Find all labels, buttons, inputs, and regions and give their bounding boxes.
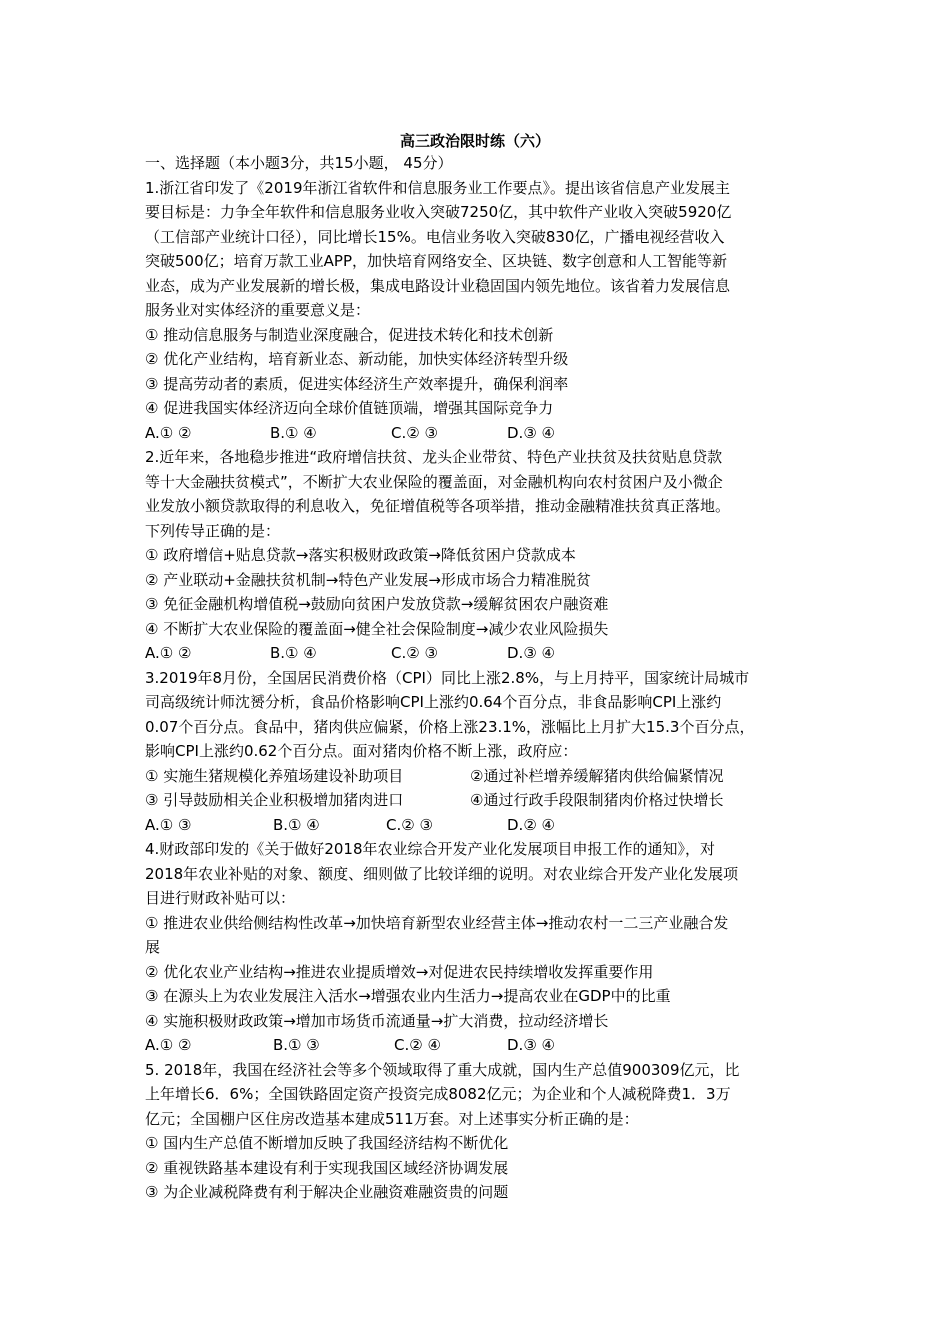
statement-option: ③ 提高劳动者的素质，促进实体经济生产效率提升，确保利润率 (145, 374, 569, 393)
statement-option: ① 推动信息服务与制造业深度融合，促进技术转化和技术创新 (145, 325, 554, 344)
question-stem-line: 服务业对实体经济的重要意义是： (145, 301, 371, 319)
question-1 (145, 176, 815, 446)
statement-option: ④通过行政手段限制猪肉价格过快增长 (470, 791, 724, 809)
question-stem-line: 5. 2018年，我国在经济社会等多个领域取得了重大成就，国内生产总值900309亿元，比 (145, 1060, 740, 1079)
statement-option: ① 推进农业供给侧结构性改革→加快培育新型农业经营主体→推动农村一二三产业融合发 (145, 913, 729, 932)
question-stem-line: 1.浙江省印发了《2019年浙江省软件和信息服务业工作要点》。提出该省信息产业发展主 (145, 178, 730, 197)
section-heading: 一、选择题（本小题3分，共15小题， 45分） (145, 154, 453, 172)
statement-option: ② 产业联动+金融扶贫机制→特色产业发展→形成市场合力精准脱贫 (145, 570, 591, 589)
question-stem-line: 2018年农业补贴的对象、额度、细则做了比较详细的说明。对农业综合开发产业化发展项 (145, 864, 739, 883)
choice-b: B.① ④ (270, 644, 317, 662)
choice-d: D.③ ④ (507, 644, 555, 662)
question-stem-line: 亿元；全国棚户区住房改造基本建成511万套。对上述事实分析正确的是： (145, 1109, 639, 1128)
statement-option: ④ 促进我国实体经济迈向全球价值链顶端，增强其国际竞争力 (145, 399, 554, 417)
answer-choices (145, 421, 815, 446)
question-stem-line: 业发放小额贷款取得的利息收入，免征增值税等各项举措，推动金融精准扶贫真正落地。 (145, 497, 731, 515)
statement-option-row (145, 764, 815, 789)
choice-a: A.① ③ (145, 815, 192, 834)
question-stem-line: 0.07个百分点。食品中，猪肉供应偏紧，价格上涨23.1%，涨幅比上月扩大15.3个百分点， (145, 717, 755, 736)
choice-c: C.② ④ (394, 1036, 441, 1054)
question-stem-line: 影响CPI上涨约0.62个百分点。面对猪肉价格不断上涨，政府应： (145, 742, 578, 760)
question-stem-line: 3.2019年8月份，全国居民消费价格（CPI）同比上涨2.8%，与上月持平，国家统计局城市 (145, 668, 750, 687)
choice-d: D.③ ④ (507, 1036, 555, 1054)
question-stem-line: 等十大金融扶贫模式”，不断扩大农业保险的覆盖面，对金融机构向农村贫困户及小微企 (145, 472, 723, 491)
statement-option: ④ 不断扩大农业保险的覆盖面→健全社会保险制度→减少农业风险损失 (145, 619, 609, 638)
choice-a: A.① ② (145, 1036, 192, 1054)
choice-b: B.① ④ (273, 815, 320, 834)
choice-c: C.② ③ (386, 815, 433, 834)
question-stem-line: 业态，成为产业发展新的增长极，集成电路设计业稳固国内领先地位。该省着力发展信息 (145, 276, 731, 295)
statement-option: ② 优化农业产业结构→推进农业提质增效→对促进农民持续增收发挥重要作用 (145, 962, 654, 981)
question-stem-line: 要目标是：力争全年软件和信息服务业收入突破7250亿，其中软件产业收入突破5920亿 (145, 203, 732, 221)
question-stem-line: 上年增长6．6%；全国铁路固定资产投资完成8082亿元；为企业和个人减税降费1．3万 (145, 1085, 731, 1103)
statement-option: ④ 实施积极财政政策→增加市场货币流通量→扩大消费，拉动经济增长 (145, 1011, 609, 1030)
choice-d: D.③ ④ (507, 423, 555, 442)
choice-b: B.① ③ (273, 1036, 320, 1054)
statement-option-continuation: 展 (145, 938, 161, 956)
question-stem-line: 司高级统计师沈赟分析，食品价格影响CPI上涨约0.64个百分点，非食品影响CPI上涨约 (145, 693, 722, 711)
choice-b: B.① ④ (270, 423, 317, 442)
answer-choices (145, 813, 815, 838)
question-2 (145, 445, 815, 666)
document-body (145, 151, 815, 1205)
question-3 (145, 666, 815, 838)
choice-c: C.② ③ (391, 644, 438, 662)
answer-choices (145, 641, 815, 666)
question-stem-line: 目进行财政补贴可以： (145, 889, 296, 907)
question-stem-line: 2.近年来，各地稳步推进“政府增信扶贫、龙头企业带贫、特色产业扶贫及扶贫贴息贷款 (145, 448, 723, 466)
question-stem-line: 下列传导正确的是： (145, 521, 281, 540)
statement-option: ③ 免征金融机构增值税→鼓励向贫困户发放贷款→缓解贫困农户融资难 (145, 595, 609, 613)
answer-choices (145, 1033, 815, 1058)
choice-d: D.② ④ (507, 815, 555, 834)
statement-option: ③ 为企业减税降费有利于解决企业融资难融资贵的问题 (145, 1183, 509, 1201)
statement-option: ③ 在源头上为农业发展注入活水→增强农业内生活力→提高农业在GDP中的比重 (145, 987, 671, 1005)
statement-option: ②通过补栏增养缓解猪肉供给偏紧情况 (470, 766, 724, 785)
statement-option: ③ 引导鼓励相关企业积极增加猪肉进口 (145, 791, 404, 809)
choice-c: C.② ③ (391, 423, 438, 442)
question-stem-line: 突破500亿；培育万款工业APP，加快培育网络安全、区块链、数字创意和人工智能等新 (145, 252, 727, 270)
statement-option-row (145, 788, 815, 813)
statement-option: ② 重视铁路基本建设有利于实现我国区域经济协调发展 (145, 1158, 509, 1177)
question-stem-line: （工信部产业统计口径），同比增长15%。电信业务收入突破830亿，广播电视经营收入 (145, 227, 725, 246)
statement-option: ① 国内生产总值不断增加反映了我国经济结构不断优化 (145, 1134, 509, 1152)
question-4 (145, 837, 815, 1058)
statement-option: ② 优化产业结构，培育新业态、新动能，加快实体经济转型升级 (145, 350, 569, 368)
statement-option: ① 实施生猪规模化养殖场建设补助项目 (145, 766, 404, 785)
choice-a: A.① ② (145, 644, 192, 662)
question-5 (145, 1058, 815, 1205)
question-stem-line: 4.财政部印发的《关于做好2018年农业综合开发产业化发展项目申报工作的通知》，对 (145, 840, 715, 858)
statement-option: ① 政府增信+贴息贷款→落实积极财政政策→降低贫困户贷款成本 (145, 546, 576, 564)
document-title: 高三政治限时练（六） (399, 132, 550, 150)
choice-a: A.① ② (145, 423, 192, 442)
